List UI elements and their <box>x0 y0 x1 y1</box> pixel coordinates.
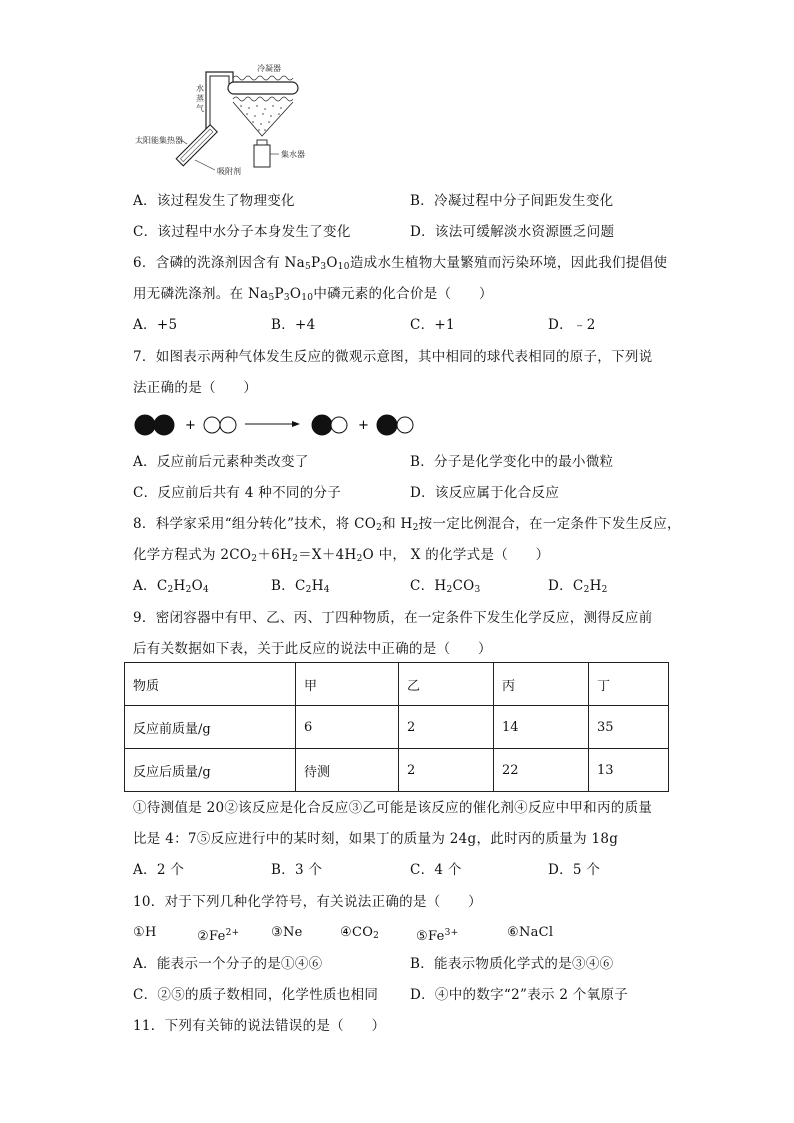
table-row <box>125 663 669 706</box>
q9-option-c: C．4 个 <box>410 862 462 878</box>
table-cell: 乙 <box>399 663 494 706</box>
q6-option-c: C．+1 <box>410 317 455 333</box>
q6-stem-line2: 用无磷洗涤剂。在 $Na_5P_3O_{10}$中磷元素的化合价是（ ） <box>133 286 493 303</box>
q9-stem-line2: 后有关数据如下表，关于此反应的说法中正确的是（ ） <box>133 641 492 657</box>
q9-option-a: A．2 个 <box>133 862 185 878</box>
table-cell: 13 <box>589 749 669 792</box>
q8-option-c: C．$H_2CO_3$ <box>410 578 481 595</box>
q8-option-d: D．$C_2H_2$ <box>548 578 608 595</box>
table-cell: 35 <box>589 706 669 749</box>
q7-option-a: A．反应前后元素种类改变了 <box>133 454 309 470</box>
q5-option-d: D．该法可缓解淡水资源匮乏问题 <box>410 224 615 240</box>
plus-sign-1: + <box>185 418 196 433</box>
q10-option-d: D．④中的数字“2”表示 2 个氧原子 <box>410 987 629 1003</box>
condenser <box>228 82 298 94</box>
table-cell: 丙 <box>494 663 589 706</box>
q10-symbol-5: $⑤Fe^{3+}$ <box>416 928 459 944</box>
label-vapor-3: 气 <box>196 104 204 113</box>
table-cell: 2 <box>399 706 494 749</box>
q7-option-d: D．该反应属于化合反应 <box>410 485 560 501</box>
table-cell: 22 <box>494 749 589 792</box>
label-condenser: 冷凝器 <box>257 64 281 73</box>
q9-option-d: D．5 个 <box>548 862 601 878</box>
q10-option-c: C．②⑤的质子数相同，化学性质也相同 <box>133 987 379 1003</box>
q7-stem-line2: 法正确的是（ ） <box>133 380 258 396</box>
plus-sign-2: + <box>358 418 369 433</box>
q10-symbol-3: ③Ne <box>271 925 303 940</box>
q10-symbol-2: $②Fe^{2+}$ <box>197 928 240 944</box>
table-cell: 物质 <box>125 663 296 706</box>
label-adsorbent: 吸附剂 <box>217 167 241 176</box>
solar-collector <box>176 125 217 166</box>
q5-option-c: C．该过程中水分子本身发生了变化 <box>133 224 351 240</box>
q6-stem-line1: 6．含磷的洗涤剂因含有 $Na_5P_3O_{10}$造成水生植物大量繁殖而污染环境，因此我们提倡使 <box>133 255 668 272</box>
table-cell: 待测 <box>296 749 399 792</box>
q6-option-d: D．﹣2 <box>548 317 596 333</box>
table-row <box>125 749 669 792</box>
q9-statements-line2: 比是 4：7⑤反应进行中的某时刻，如果丁的质量为 24g，此时丙的质量为 18g <box>133 831 619 847</box>
table-cell: 6 <box>296 706 399 749</box>
q7-option-b: B．分子是化学变化中的最小微粒 <box>410 454 614 470</box>
molecule-reactant-black <box>135 415 174 435</box>
q9-statements-line1: ①待测值是 20②该反应是化合反应③乙可能是该反应的催化剂④反应中甲和丙的质量 <box>133 800 653 816</box>
apparatus-figure <box>133 58 333 178</box>
table-row <box>125 706 669 749</box>
q6-option-b: B．+4 <box>271 317 316 333</box>
q10-symbol-6: ⑥NaCl <box>507 925 554 940</box>
q10-symbol-4: $④CO_2$ <box>340 925 380 941</box>
table-cell: 2 <box>399 749 494 792</box>
collector-bottle <box>254 145 270 167</box>
q11-stem: 11．下列有关铈的说法错误的是（ ） <box>133 1018 386 1034</box>
q5-option-a: A．该过程发生了物理变化 <box>133 193 295 209</box>
q6-option-a: A．+5 <box>133 317 178 333</box>
q10-option-b: B．能表示物质化学式的是③④⑥ <box>410 956 614 972</box>
table-cell: 反应前质量/g <box>125 706 296 749</box>
bottle-neck <box>257 140 267 145</box>
label-vapor-2: 蒸 <box>196 94 204 103</box>
funnel <box>233 102 293 136</box>
table-cell: 反应后质量/g <box>125 749 296 792</box>
q9-option-b: B．3 个 <box>271 862 323 878</box>
q7-option-c: C．反应前后共有 4 种不同的分子 <box>133 485 342 501</box>
label-vapor-1: 水 <box>196 84 204 93</box>
table-cell: 丁 <box>589 663 669 706</box>
label-collector: 太阳能集热器 <box>135 136 183 145</box>
table-cell: 14 <box>494 706 589 749</box>
q8-stem-line1: 8．科学家采用“组分转化”技术，将 $CO_2$和 $H_2$按一定比例混合，在一定条件下发生反应， <box>133 516 681 533</box>
q10-stem: 10．对于下列几种化学符号，有关说法正确的是（ ） <box>133 894 482 910</box>
q9-stem-line1: 9．密闭容器中有甲、乙、丙、丁四种物质，在一定条件下发生化学反应，测得反应前 <box>133 610 653 626</box>
q10-option-a: A．能表示一个分子的是①④⑥ <box>133 956 323 972</box>
reaction-arrow <box>245 421 300 427</box>
table-cell: 甲 <box>296 663 399 706</box>
q7-stem-line1: 7．如图表示两种气体发生反应的微观示意图，其中相同的球代表相同的原子，下列说 <box>133 349 653 365</box>
q5-option-b: B．冷凝过程中分子间距发生变化 <box>410 193 614 209</box>
q8-option-b: B．$C_2H_4$ <box>271 578 330 595</box>
q8-option-a: A．$C_2H_2O_4$ <box>133 578 210 595</box>
molecule-product-1 <box>312 415 347 435</box>
label-water-bottle: 集水器 <box>281 150 305 159</box>
molecule-reactant-white <box>204 417 236 433</box>
reaction-diagram <box>133 410 433 442</box>
q9-data-table <box>124 662 669 792</box>
q10-symbol-1: ①H <box>133 925 157 940</box>
molecule-product-2 <box>377 415 413 435</box>
q8-stem-line2: 化学方程式为 $2CO_2+6H_2=X+4H_2O$ 中， X 的化学式是（ ） <box>133 547 550 564</box>
